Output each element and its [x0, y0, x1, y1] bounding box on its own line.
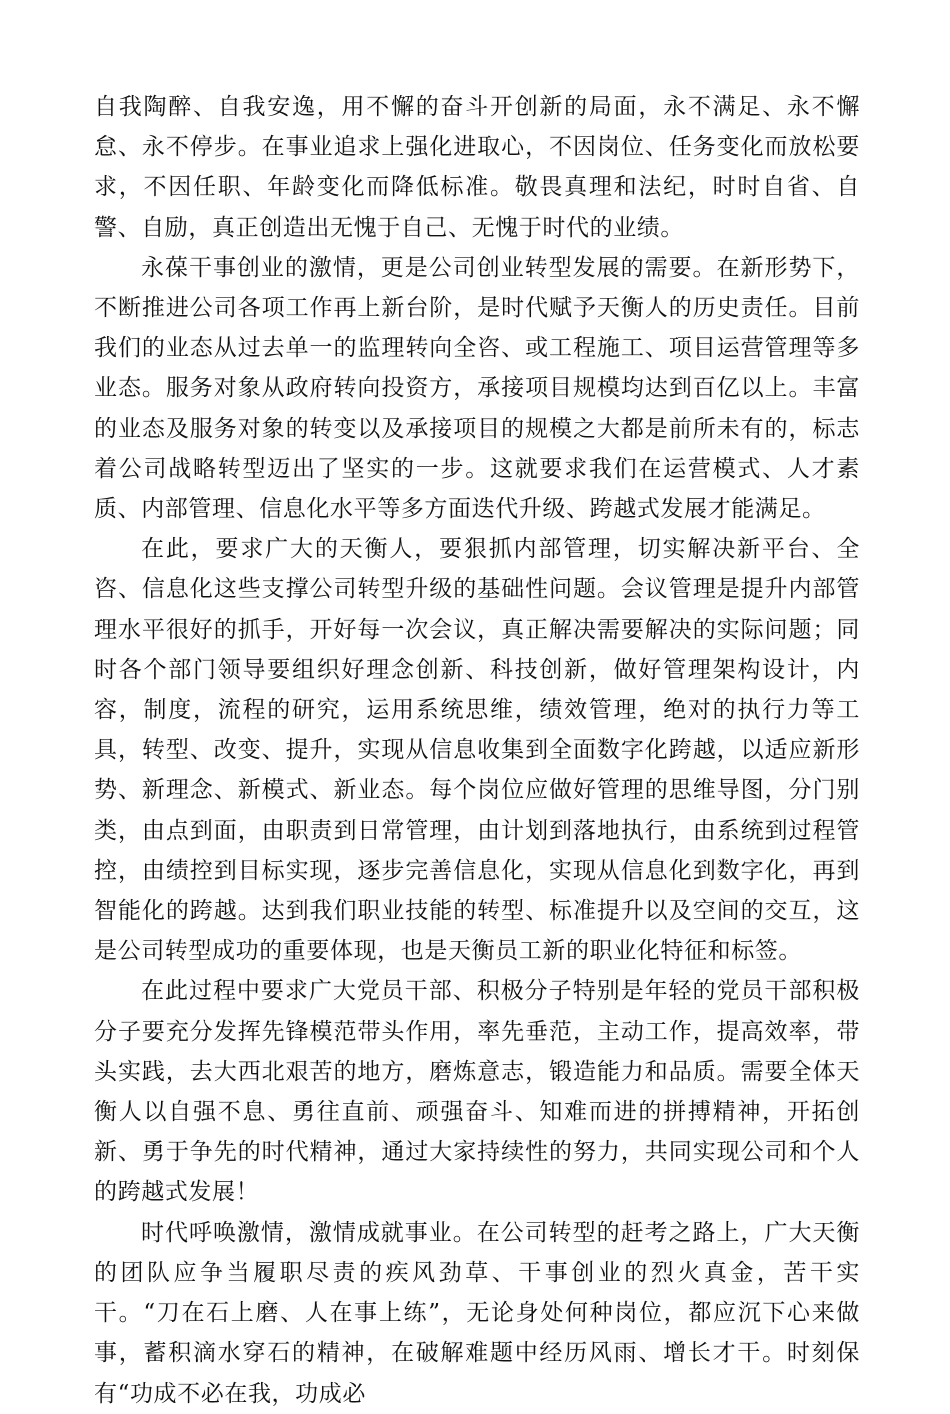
- paragraph-continuation: 自我陶醉、自我安逸，用不懈的奋斗开创新的局面，永不满足、永不懈怠、永不停步。在事业追求上强化进取心，不因岗位、任务变化而放松要求，不因任职、年龄变化而降低标准。敬畏真理和法纪，时时自省、自警、自励，真正创造出无愧于自己、无愧于时代的业绩。: [94, 94, 860, 241]
- paragraph-era-calls: 时代呼唤激情，激情成就事业。在公司转型的赶考之路上，广大天衡的团队应争当履职尽责的疾风劲草、干事创业的烈火真金，苦干实干。“刀在石上磨、人在事上练”，无论身处何种岗位，都应沉下心来做事，蓄积滴水穿石的精神，在破解难题中经历风雨、增长才干。时刻保有“功成不必在我，功成必: [94, 1219, 860, 1407]
- paragraph-internal-management: 在此，要求广大的天衡人，要狠抓内部管理，切实解决新平台、全咨、信息化这些支撑公司转型升级的基础性问题。会议管理是提升内部管理水平很好的抓手，开好每一次会议，真正解决需要解决的实际问题；同时各个部门领导要组织好理念创新、科技创新，做好管理架构设计，内容，制度，流程的研究，运用系统思维，绩效管理，绝对的执行力等工具，转型、改变、提升，实现从信息收集到全面数字化跨越，以适应新形势、新理念、新模式、新业态。每个岗位应做好管理的思维导图，分门别类，由点到面，由职责到日常管理，由计划到落地执行，由系统到过程管控，由绩控到目标实现，逐步完善信息化，实现从信息化到数字化，再到智能化的跨越。达到我们职业技能的转型、标准提升以及空间的交互，这是公司转型成功的重要体现，也是天衡员工新的职业化特征和标签。: [94, 536, 860, 965]
- paragraph-passion-transformation: 永葆干事创业的激情，更是公司创业转型发展的需要。在新形势下，不断推进公司各项工作再上新台阶，是时代赋予天衡人的历史责任。目前我们的业态从过去单一的监理转向全咨、或工程施工、项目运营管理等多业态。服务对象从政府转向投资方，承接项目规模均达到百亿以上。丰富的业态及服务对象的转变以及承接项目的规模之大都是前所未有的，标志着公司战略转型迈出了坚实的一步。这就要求我们在运营模式、人才素质、内部管理、信息化水平等多方面迭代升级、跨越式发展才能满足。: [94, 254, 860, 523]
- paragraph-party-members: 在此过程中要求广大党员干部、积极分子特别是年轻的党员干部积极分子要充分发挥先锋模范带头作用，率先垂范，主动工作，提高效率，带头实践，去大西北艰苦的地方，磨炼意志，锻造能力和品质。需要全体天衡人以自强不息、勇往直前、顽强奋斗、知难而进的拼搏精神，开拓创新、勇于争先的时代精神，通过大家持续性的努力，共同实现公司和个人的跨越式发展！: [94, 978, 860, 1206]
- document-body: [94, 87, 860, 1414]
